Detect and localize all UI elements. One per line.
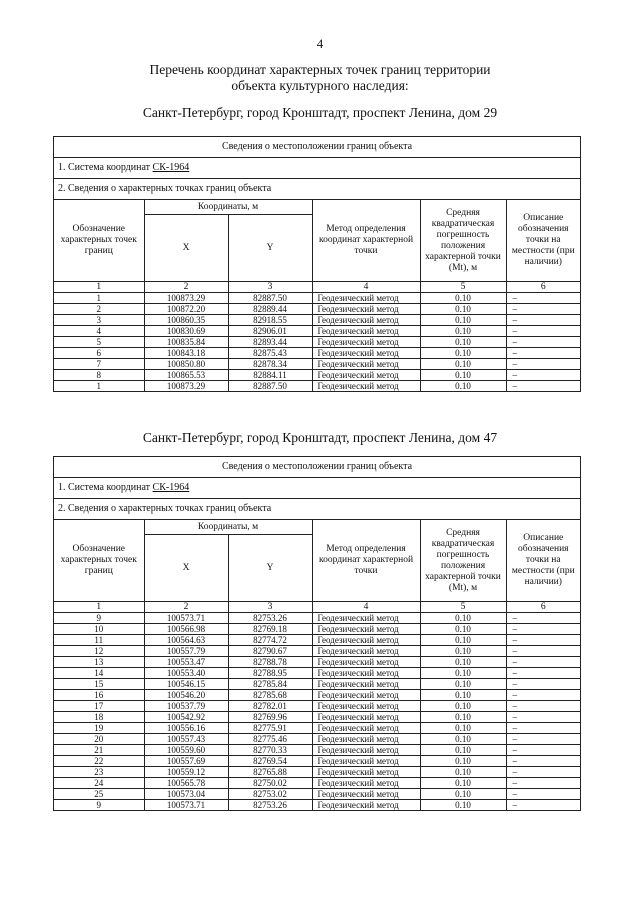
coord-x-cell: 100542.92 bbox=[144, 712, 228, 723]
coord-x-cell: 100553.47 bbox=[144, 657, 228, 668]
coord-x-cell: 100559.12 bbox=[144, 767, 228, 778]
coord-x-cell: 100873.29 bbox=[144, 293, 228, 304]
coordinates-block-1 bbox=[53, 136, 581, 392]
points-header-row: 2. Сведения о характерных точках границ объекта bbox=[54, 179, 580, 200]
error-cell: 0.10 bbox=[420, 315, 506, 326]
coord-x-cell: 100557.69 bbox=[144, 756, 228, 767]
address-section-2: Санкт-Петербург, город Кронштадт, проспект Ленина, дом 47 bbox=[142, 430, 498, 445]
description-cell: – bbox=[506, 624, 580, 635]
coord-y-cell: 82889.44 bbox=[228, 304, 312, 315]
method-cell: Геодезический метод bbox=[312, 348, 420, 359]
point-id-cell: 10 bbox=[54, 624, 144, 635]
table-row bbox=[54, 348, 580, 359]
col-number-6: 6 bbox=[506, 282, 580, 293]
method-cell: Геодезический метод bbox=[312, 778, 420, 789]
coord-x-cell: 100830.69 bbox=[144, 326, 228, 337]
description-cell: – bbox=[506, 701, 580, 712]
coord-y-cell: 82785.68 bbox=[228, 690, 312, 701]
col-number-1: 1 bbox=[54, 282, 144, 293]
col-method-header: Метод определения координат характерной точки bbox=[312, 520, 420, 602]
table-row bbox=[54, 635, 580, 646]
description-cell: – bbox=[506, 315, 580, 326]
coord-x-cell: 100565.78 bbox=[144, 778, 228, 789]
col-x-header: X bbox=[144, 535, 228, 602]
method-cell: Геодезический метод bbox=[312, 293, 420, 304]
col-y-header: Y bbox=[228, 215, 312, 282]
table-row bbox=[54, 745, 580, 756]
method-cell: Геодезический метод bbox=[312, 767, 420, 778]
coord-y-cell: 82887.50 bbox=[228, 293, 312, 304]
method-cell: Геодезический метод bbox=[312, 359, 420, 370]
coord-y-cell: 82769.18 bbox=[228, 624, 312, 635]
point-id-cell: 16 bbox=[54, 690, 144, 701]
table-row bbox=[54, 315, 580, 326]
method-cell: Геодезический метод bbox=[312, 690, 420, 701]
description-cell: – bbox=[506, 348, 580, 359]
description-cell: – bbox=[506, 745, 580, 756]
method-cell: Геодезический метод bbox=[312, 646, 420, 657]
table-row bbox=[54, 381, 580, 392]
coord-y-cell: 82769.96 bbox=[228, 712, 312, 723]
point-id-cell: 2 bbox=[54, 304, 144, 315]
col-number-4: 4 bbox=[312, 282, 420, 293]
table-row bbox=[54, 668, 580, 679]
table-row bbox=[54, 304, 580, 315]
method-cell: Геодезический метод bbox=[312, 381, 420, 392]
error-cell: 0.10 bbox=[420, 646, 506, 657]
error-cell: 0.10 bbox=[420, 348, 506, 359]
col-number-2: 2 bbox=[144, 282, 228, 293]
error-cell: 0.10 bbox=[420, 337, 506, 348]
coord-x-cell: 100559.60 bbox=[144, 745, 228, 756]
coord-y-cell: 82770.33 bbox=[228, 745, 312, 756]
description-cell: – bbox=[506, 613, 580, 624]
error-cell: 0.10 bbox=[420, 767, 506, 778]
coord-system-value: СК-1964 bbox=[152, 482, 190, 493]
coord-y-cell: 82887.50 bbox=[228, 381, 312, 392]
col-coordinates-header: Координаты, м bbox=[144, 200, 312, 215]
coord-y-cell: 82878.34 bbox=[228, 359, 312, 370]
coord-y-cell: 82884.11 bbox=[228, 370, 312, 381]
method-cell: Геодезический метод bbox=[312, 624, 420, 635]
error-cell: 0.10 bbox=[420, 668, 506, 679]
coord-x-cell: 100546.20 bbox=[144, 690, 228, 701]
coord-x-cell: 100835.84 bbox=[144, 337, 228, 348]
col-number-4: 4 bbox=[312, 602, 420, 613]
description-cell: – bbox=[506, 304, 580, 315]
description-cell: – bbox=[506, 381, 580, 392]
coord-x-cell: 100865.53 bbox=[144, 370, 228, 381]
point-id-cell: 7 bbox=[54, 359, 144, 370]
error-cell: 0.10 bbox=[420, 326, 506, 337]
description-cell: – bbox=[506, 668, 580, 679]
coord-y-cell: 82875.43 bbox=[228, 348, 312, 359]
error-cell: 0.10 bbox=[420, 635, 506, 646]
method-cell: Геодезический метод bbox=[312, 304, 420, 315]
col-number-1: 1 bbox=[54, 602, 144, 613]
method-cell: Геодезический метод bbox=[312, 613, 420, 624]
coord-y-cell: 82753.26 bbox=[228, 613, 312, 624]
coord-y-cell: 82765.88 bbox=[228, 767, 312, 778]
point-id-cell: 5 bbox=[54, 337, 144, 348]
table-row bbox=[54, 679, 580, 690]
coord-x-cell: 100872.20 bbox=[144, 304, 228, 315]
coord-system-value: СК-1964 bbox=[152, 162, 190, 173]
coordinates-table-body bbox=[54, 613, 580, 811]
point-id-cell: 4 bbox=[54, 326, 144, 337]
col-method-header: Метод определения координат характерной точки bbox=[312, 200, 420, 282]
table-row bbox=[54, 767, 580, 778]
error-cell: 0.10 bbox=[420, 756, 506, 767]
table-row bbox=[54, 778, 580, 789]
method-cell: Геодезический метод bbox=[312, 712, 420, 723]
coord-x-cell: 100573.71 bbox=[144, 800, 228, 811]
document-title bbox=[0, 62, 640, 94]
coord-y-cell: 82750.02 bbox=[228, 778, 312, 789]
error-cell: 0.10 bbox=[420, 359, 506, 370]
point-id-cell: 15 bbox=[54, 679, 144, 690]
error-cell: 0.10 bbox=[420, 657, 506, 668]
coord-x-cell: 100557.43 bbox=[144, 734, 228, 745]
coordinates-table-body bbox=[54, 293, 580, 392]
description-cell: – bbox=[506, 646, 580, 657]
table-row bbox=[54, 646, 580, 657]
description-cell: – bbox=[506, 767, 580, 778]
coord-x-cell: 100557.79 bbox=[144, 646, 228, 657]
method-cell: Геодезический метод bbox=[312, 745, 420, 756]
table-row bbox=[54, 723, 580, 734]
description-cell: – bbox=[506, 734, 580, 745]
point-id-cell: 22 bbox=[54, 756, 144, 767]
table-row bbox=[54, 789, 580, 800]
coordinates-table bbox=[54, 200, 580, 391]
description-cell: – bbox=[506, 800, 580, 811]
coord-y-cell: 82782.01 bbox=[228, 701, 312, 712]
col-coordinates-header: Координаты, м bbox=[144, 520, 312, 535]
description-cell: – bbox=[506, 635, 580, 646]
col-error-header: Средняя квадратическая погрешность положения характерной точки (Mt), м bbox=[420, 520, 506, 602]
coord-x-cell: 100843.18 bbox=[144, 348, 228, 359]
table-row bbox=[54, 359, 580, 370]
point-id-cell: 14 bbox=[54, 668, 144, 679]
table-row bbox=[54, 690, 580, 701]
col-designation-header: Обозначение характерных точек границ bbox=[54, 520, 144, 602]
error-cell: 0.10 bbox=[420, 745, 506, 756]
error-cell: 0.10 bbox=[420, 712, 506, 723]
point-id-cell: 23 bbox=[54, 767, 144, 778]
description-cell: – bbox=[506, 337, 580, 348]
coord-x-cell: 100860.35 bbox=[144, 315, 228, 326]
point-id-cell: 19 bbox=[54, 723, 144, 734]
coord-y-cell: 82788.78 bbox=[228, 657, 312, 668]
point-id-cell: 9 bbox=[54, 613, 144, 624]
table-row bbox=[54, 657, 580, 668]
table-row bbox=[54, 734, 580, 745]
method-cell: Геодезический метод bbox=[312, 370, 420, 381]
table-row bbox=[54, 337, 580, 348]
description-cell: – bbox=[506, 679, 580, 690]
coord-x-cell: 100556.16 bbox=[144, 723, 228, 734]
coord-y-cell: 82918.55 bbox=[228, 315, 312, 326]
coord-y-cell: 82790.67 bbox=[228, 646, 312, 657]
error-cell: 0.10 bbox=[420, 800, 506, 811]
error-cell: 0.10 bbox=[420, 304, 506, 315]
point-id-cell: 8 bbox=[54, 370, 144, 381]
point-id-cell: 17 bbox=[54, 701, 144, 712]
coord-x-cell: 100573.71 bbox=[144, 613, 228, 624]
method-cell: Геодезический метод bbox=[312, 756, 420, 767]
description-cell: – bbox=[506, 690, 580, 701]
description-cell: – bbox=[506, 712, 580, 723]
description-cell: – bbox=[506, 326, 580, 337]
location-header: Сведения о местоположении границ объекта bbox=[54, 137, 580, 158]
description-cell: – bbox=[506, 756, 580, 767]
col-description-header: Описание обозначения точки на местности (при наличии) bbox=[506, 200, 580, 282]
table-row bbox=[54, 712, 580, 723]
method-cell: Геодезический метод bbox=[312, 326, 420, 337]
description-cell: – bbox=[506, 359, 580, 370]
point-id-cell: 11 bbox=[54, 635, 144, 646]
title-line-2: объекта культурного наследия: bbox=[231, 78, 409, 93]
location-header: Сведения о местоположении границ объекта bbox=[54, 457, 580, 478]
point-id-cell: 21 bbox=[54, 745, 144, 756]
table-row bbox=[54, 326, 580, 337]
table-row bbox=[54, 800, 580, 811]
coord-y-cell: 82906.01 bbox=[228, 326, 312, 337]
method-cell: Геодезический метод bbox=[312, 668, 420, 679]
error-cell: 0.10 bbox=[420, 381, 506, 392]
error-cell: 0.10 bbox=[420, 679, 506, 690]
col-number-3: 3 bbox=[228, 282, 312, 293]
col-x-header: X bbox=[144, 215, 228, 282]
point-id-cell: 24 bbox=[54, 778, 144, 789]
col-number-5: 5 bbox=[420, 602, 506, 613]
coordinates-table bbox=[54, 520, 580, 810]
coord-system-row bbox=[54, 478, 580, 499]
method-cell: Геодезический метод bbox=[312, 701, 420, 712]
table-row bbox=[54, 293, 580, 304]
coord-y-cell: 82775.91 bbox=[228, 723, 312, 734]
error-cell: 0.10 bbox=[420, 293, 506, 304]
coord-x-cell: 100850.80 bbox=[144, 359, 228, 370]
point-id-cell: 9 bbox=[54, 800, 144, 811]
col-number-2: 2 bbox=[144, 602, 228, 613]
title-line-1: Перечень координат характерных точек границ территории bbox=[149, 62, 491, 77]
table-row bbox=[54, 756, 580, 767]
point-id-cell: 6 bbox=[54, 348, 144, 359]
method-cell: Геодезический метод bbox=[312, 337, 420, 348]
error-cell: 0.10 bbox=[420, 789, 506, 800]
coord-y-cell: 82769.54 bbox=[228, 756, 312, 767]
point-id-cell: 3 bbox=[54, 315, 144, 326]
col-number-6: 6 bbox=[506, 602, 580, 613]
method-cell: Геодезический метод bbox=[312, 635, 420, 646]
point-id-cell: 1 bbox=[54, 293, 144, 304]
description-cell: – bbox=[506, 293, 580, 304]
coord-x-cell: 100553.40 bbox=[144, 668, 228, 679]
coordinates-block-2 bbox=[53, 456, 581, 811]
error-cell: 0.10 bbox=[420, 701, 506, 712]
coord-y-cell: 82753.26 bbox=[228, 800, 312, 811]
table-row bbox=[54, 613, 580, 624]
coord-x-cell: 100873.29 bbox=[144, 381, 228, 392]
point-id-cell: 13 bbox=[54, 657, 144, 668]
description-cell: – bbox=[506, 789, 580, 800]
coord-system-row bbox=[54, 158, 580, 179]
points-header-row: 2. Сведения о характерных точках границ объекта bbox=[54, 499, 580, 520]
table-row bbox=[54, 624, 580, 635]
col-error-header: Средняя квадратическая погрешность положения характерной точки (Mt), м bbox=[420, 200, 506, 282]
error-cell: 0.10 bbox=[420, 690, 506, 701]
table-row bbox=[54, 370, 580, 381]
description-cell: – bbox=[506, 723, 580, 734]
point-id-cell: 12 bbox=[54, 646, 144, 657]
col-designation-header: Обозначение характерных точек границ bbox=[54, 200, 144, 282]
col-number-5: 5 bbox=[420, 282, 506, 293]
method-cell: Геодезический метод bbox=[312, 800, 420, 811]
error-cell: 0.10 bbox=[420, 370, 506, 381]
coord-y-cell: 82753.02 bbox=[228, 789, 312, 800]
method-cell: Геодезический метод bbox=[312, 789, 420, 800]
error-cell: 0.10 bbox=[420, 778, 506, 789]
col-description-header: Описание обозначения точки на местности (при наличии) bbox=[506, 520, 580, 602]
point-id-cell: 18 bbox=[54, 712, 144, 723]
coord-y-cell: 82775.46 bbox=[228, 734, 312, 745]
coord-x-cell: 100566.98 bbox=[144, 624, 228, 635]
coord-x-cell: 100573.04 bbox=[144, 789, 228, 800]
coord-system-label: 1. Система координат bbox=[58, 162, 153, 173]
coord-x-cell: 100537.79 bbox=[144, 701, 228, 712]
coord-y-cell: 82774.72 bbox=[228, 635, 312, 646]
table-row bbox=[54, 701, 580, 712]
error-cell: 0.10 bbox=[420, 613, 506, 624]
method-cell: Геодезический метод bbox=[312, 315, 420, 326]
point-id-cell: 1 bbox=[54, 381, 144, 392]
method-cell: Геодезический метод bbox=[312, 679, 420, 690]
coord-y-cell: 82785.84 bbox=[228, 679, 312, 690]
coord-y-cell: 82893.44 bbox=[228, 337, 312, 348]
point-id-cell: 20 bbox=[54, 734, 144, 745]
coord-x-cell: 100546.15 bbox=[144, 679, 228, 690]
description-cell: – bbox=[506, 370, 580, 381]
col-y-header: Y bbox=[228, 535, 312, 602]
description-cell: – bbox=[506, 657, 580, 668]
col-number-3: 3 bbox=[228, 602, 312, 613]
error-cell: 0.10 bbox=[420, 723, 506, 734]
coord-system-label: 1. Система координат bbox=[58, 482, 153, 493]
method-cell: Геодезический метод bbox=[312, 723, 420, 734]
address-section-1: Санкт-Петербург, город Кронштадт, проспект Ленина, дом 29 bbox=[142, 105, 498, 120]
coord-x-cell: 100564.63 bbox=[144, 635, 228, 646]
point-id-cell: 25 bbox=[54, 789, 144, 800]
page-number: 4 bbox=[316, 36, 324, 51]
method-cell: Геодезический метод bbox=[312, 734, 420, 745]
description-cell: – bbox=[506, 778, 580, 789]
error-cell: 0.10 bbox=[420, 734, 506, 745]
coord-y-cell: 82788.95 bbox=[228, 668, 312, 679]
method-cell: Геодезический метод bbox=[312, 657, 420, 668]
error-cell: 0.10 bbox=[420, 624, 506, 635]
